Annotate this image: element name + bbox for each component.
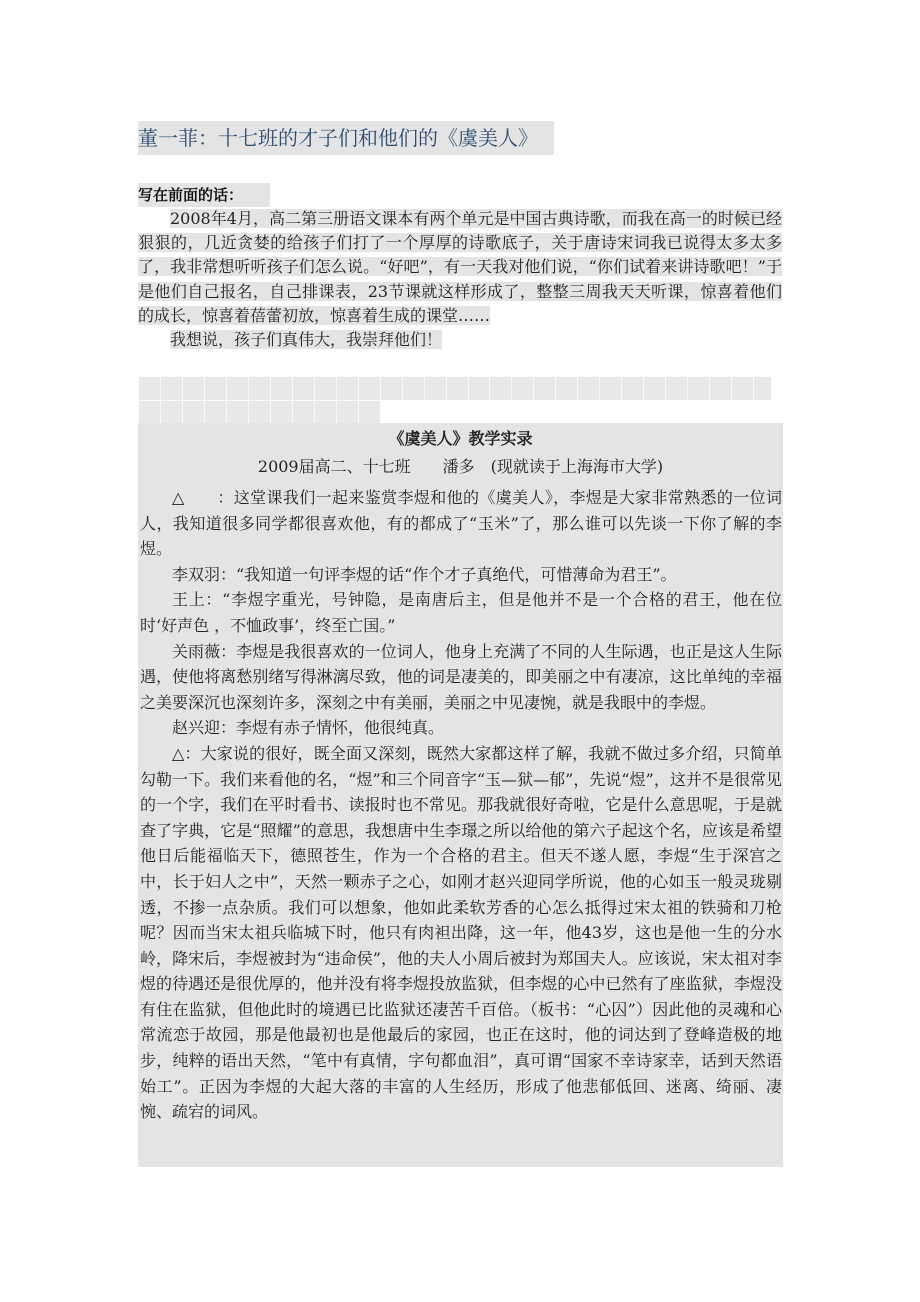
- intro-paragraph: 2008年4月，高二第三册语文课本有两个单元是中国古典诗歌，而我在高一的时候已经狠狠的，几近贪婪的给孩子们打了一个厚厚的诗歌底子，关于唐诗宋词我已说得太多太多了，我非常想听听孩子们怎么说。“好吧”，有一天我对他们说，“你们试着来讲诗歌吧！”于是他们自己报名，自己排课表，23节课就这样形成了，整整三周我天天听课，惊喜着他们的成长，惊喜着蓓蕾初放，惊喜着生成的课堂……: [138, 209, 782, 325]
- dialogue-paragraph: 李双羽：“我知道一句评李煜的话“作个才子真绝代，可惜薄命为君王”。: [172, 564, 677, 584]
- dialogue-paragraph: △ ：这堂课我们一起来鉴赏李煜和他的《虞美人》，李煜是大家非常熟悉的一位词人，我知道很多同学都很喜欢他，有的都成了“玉米”了，那么谁可以先谈一下你了解的李煜。: [140, 488, 782, 559]
- intro-heading: 写在前面的话：: [138, 183, 270, 207]
- table-grid-band: [138, 376, 489, 400]
- table-grid-band: [138, 400, 380, 424]
- intro-paragraph: 我想说，孩子们真伟大，我崇拜他们！: [170, 330, 443, 350]
- record-title: 《虞美人》教学实录: [388, 429, 533, 448]
- dialogue-paragraph: 关雨薇：李煜是我很喜欢的一位词人，他身上充满了不同的人生际遇，也正是这人生际遇，使他将离愁别绪写得淋漓尽致，他的词是凄美的，即美丽之中有凄凉，这比单纯的幸福之美要深沉也深刻许多，深刻之中有美丽，美丽之中见凄惋，就是我眼中的李煜。: [140, 641, 782, 712]
- record-byline: 2009届高二、十七班 潘多 (现就读于上海海市大学): [257, 457, 664, 476]
- dialogue-paragraph: △：大家说的很好，既全面又深刻，既然大家都这样了解，我就不做过多介绍，只简单勾勒一下。我们来看他的名，“煜”和三个同音字“玉—狱—郁”，先说“煜”，这并不是很常见的一个字，我们在平时看书、读报时也不常见。那我就很好奇啦，它是什么意思呢，于是就查了字典，它是“照耀”的意思，我想唐中生李璟之所以给他的第六子起这个名，应该是希望他日后能福临天下，德照苍生，作为一个合格的君主。但天不遂人愿，李煜“生于深宫之中，长于妇人之中”，天然一颗赤子之心，如刚才赵兴迎同学所说，他的心如玉一般灵珑剔透，不掺一点杂质。我们可以想象，他如此柔软芳香的心怎么抵得过宋太祖的铁骑和刀枪呢？因而当宋太祖兵临城下时，他只有肉袒出降，这一年，他43岁，这也是他一生的分水岭，降宋后，李煜被封为“违命侯”，他的夫人小周后被封为郑国夫人。应该说，宋太祖对李煜的待遇还是很优厚的，他并没有将李煜投放监狱，但李煜的心中已然有了座监狱，李煜没有住在监狱，但他此时的境遇已比监狱还凄苦千百倍。（板书：“心囚”）因此他的灵魂和心常流恋于故园，那是他最初也是他最后的家园，也正在这时，他的词达到了登峰造极的地步，纯粹的语出天然，“笔中有真情，字句都血泪”，真可谓“国家不幸诗家幸，话到天然语始工”。正因为李煜的大起大落的丰富的人生经历，形成了他悲郁低回、迷离、绮丽、凄惋、疏宕的词风。: [140, 743, 782, 1122]
- record-body: [140, 485, 782, 1125]
- article-title: 董一菲：十七班的才子们和他们的《虞美人》: [138, 121, 554, 155]
- dialogue-paragraph: 王上：“李煜字重光，号钟隐，是南唐后主，但是他并不是一个合格的君王，他在位时‘好声色 ，不恤政事’，终至亡国。”: [140, 590, 782, 635]
- table-grid-band: [489, 376, 771, 400]
- dialogue-paragraph: 赵兴迎：李煜有赤子情怀，他很纯真。: [172, 718, 445, 738]
- intro-section: [138, 207, 782, 352]
